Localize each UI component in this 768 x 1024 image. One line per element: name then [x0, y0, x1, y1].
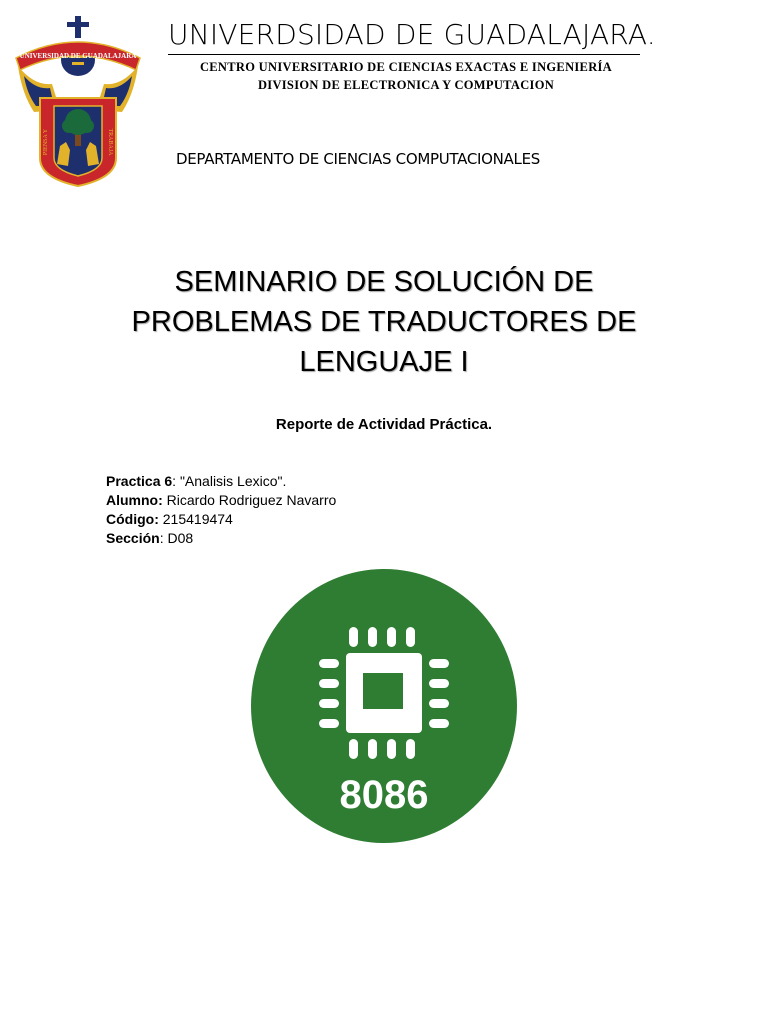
info-row-student — [106, 491, 336, 510]
info-label: Sección — [106, 530, 160, 546]
student-info — [106, 472, 336, 548]
university-name: UNIVERDSIDAD DE GUADALAJARA. — [168, 18, 656, 51]
info-value: : "Analisis Lexico". — [172, 473, 287, 489]
chip-8086-icon — [251, 569, 517, 843]
course-title — [84, 262, 684, 382]
report-title: Reporte de Actividad Práctica. — [275, 416, 493, 433]
info-value: Ricardo Rodriguez Navarro — [162, 492, 337, 508]
info-label: Alumno: — [106, 492, 163, 508]
svg-text:TRABAJA: TRABAJA — [107, 128, 113, 156]
svg-text:UNIVERSIDAD DE GUADALAJARA: UNIVERSIDAD DE GUADALAJARA — [19, 52, 137, 60]
info-value: : D08 — [159, 530, 194, 546]
info-label: Practica 6 — [106, 473, 173, 489]
info-row-section — [106, 529, 336, 548]
center-name: CENTRO UNIVERSITARIO DE CIENCIAS EXACTAS E INGENIERÍA — [199, 60, 613, 74]
course-title-line: SEMINARIO DE SOLUCIÓN DE — [174, 266, 594, 298]
info-value: 215419474 — [158, 511, 233, 527]
course-title-line: PROBLEMAS DE TRADUCTORES DE — [131, 306, 637, 338]
department-name: DEPARTAMENTO DE CIENCIAS COMPUTACIONALES — [176, 150, 540, 168]
info-row-code — [106, 510, 336, 529]
info-row-practice — [106, 472, 336, 491]
university-crest-icon — [14, 14, 142, 190]
info-label: Código: — [106, 511, 159, 527]
svg-text:PIENSA Y: PIENSA Y — [43, 128, 49, 156]
course-title-line: LENGUAJE I — [299, 346, 469, 378]
title-underline — [168, 54, 640, 55]
division-name: DIVISION DE ELECTRONICA Y COMPUTACION — [257, 78, 555, 92]
chip-label: 8086 — [339, 773, 429, 817]
